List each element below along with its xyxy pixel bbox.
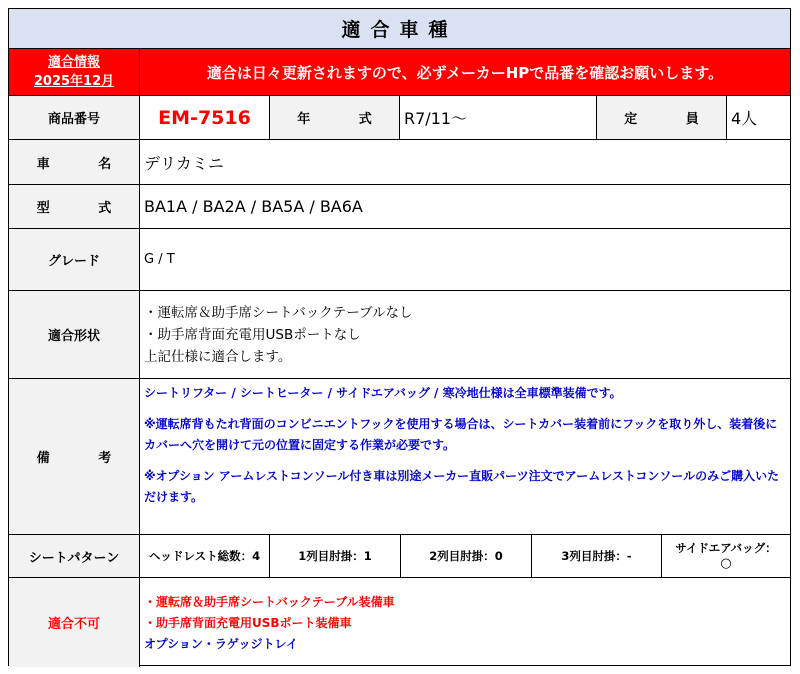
info-notice: 適合は日々更新されますので、必ずメーカーHPで品番を確認お願いします。 bbox=[206, 63, 724, 82]
grade-value: G / T bbox=[140, 229, 790, 290]
not-compatible-row bbox=[9, 578, 790, 667]
spec-row bbox=[9, 291, 790, 379]
year-label-text: 年 式 bbox=[297, 112, 394, 127]
year-value: R7/11～ bbox=[400, 96, 597, 139]
note-paragraph: ※運転席背もたれ背面のコンビニエントフックを使用する場合は、シートカバー装着前にフックを取り外し、装着後にカバーへ穴を開けて元の位置に固定する作業が必要です。 bbox=[144, 417, 778, 452]
grade-label: グレード bbox=[9, 229, 140, 290]
headrest-count: ヘッドレスト総数：4 bbox=[140, 535, 270, 577]
year-label bbox=[270, 96, 400, 139]
spec-label: 適合形状 bbox=[9, 291, 140, 378]
info-date-label bbox=[9, 49, 140, 95]
spec-item: ・運転席＆助手席シートバックテーブルなし bbox=[144, 304, 413, 321]
note-paragraph: シートリフター / シートヒーター / サイドエアバッグ / 寒冷地仕様は全車標準装備です。 bbox=[144, 386, 622, 400]
vehicle-type-row bbox=[9, 185, 790, 229]
vehicle-type: BA1A / BA2A / BA5A / BA6A bbox=[140, 185, 790, 228]
vehicle-type-label-text: 型 式 bbox=[36, 201, 134, 216]
vehicle-name-label bbox=[9, 140, 140, 184]
page-title: 適合車種 bbox=[9, 9, 790, 49]
grade-row bbox=[9, 229, 790, 291]
product-code: EM-7516 bbox=[140, 96, 270, 139]
notes-label-text: 備 考 bbox=[36, 451, 134, 466]
not-compatible-option: オプション・ラゲッジトレイ bbox=[144, 637, 298, 651]
vehicle-name-label-text: 車 名 bbox=[36, 156, 134, 172]
product-row bbox=[9, 96, 790, 140]
notes-content bbox=[140, 379, 790, 534]
side-airbag-value: ○ bbox=[720, 556, 732, 571]
not-compatible-item: ・助手席背面充電用USBポート装備車 bbox=[144, 616, 352, 630]
info-label: 適合情報 bbox=[47, 55, 100, 70]
vehicle-name-row bbox=[9, 140, 790, 185]
spec-list bbox=[140, 291, 790, 378]
row2-armrest: 2列目肘掛：0 bbox=[401, 535, 532, 577]
spec-item: 上記仕様に適合します。 bbox=[144, 348, 292, 365]
capacity-value: 4人 bbox=[727, 96, 790, 139]
not-compatible-label: 適合不可 bbox=[9, 578, 140, 667]
not-compatible-item: ・運転席＆助手席シートバックテーブル装備車 bbox=[144, 595, 395, 609]
vehicle-type-label bbox=[9, 185, 140, 228]
capacity-label bbox=[597, 96, 727, 139]
info-banner bbox=[9, 49, 790, 96]
spec-item: ・助手席背面充電用USBポートなし bbox=[144, 326, 361, 343]
product-code-label: 商品番号 bbox=[9, 96, 140, 139]
info-date: 2025年12月 bbox=[33, 74, 115, 89]
side-airbag-label: サイドエアバッグ： bbox=[675, 541, 777, 555]
row3-armrest: 3列目肘掛：- bbox=[532, 535, 662, 577]
seat-pattern-label: シートパターン bbox=[9, 535, 140, 577]
side-airbag bbox=[662, 535, 790, 577]
vehicle-name: デリカミニ bbox=[140, 140, 790, 184]
note-paragraph: ※オプション アームレストコンソール付き車は別途メーカー直販パーツ注文でアームレストコンソールのみご購入いただけます。 bbox=[144, 469, 780, 504]
notes-label bbox=[9, 379, 140, 534]
not-compatible-list bbox=[140, 578, 790, 667]
compatibility-sheet bbox=[8, 8, 791, 666]
capacity-label-text: 定 員 bbox=[624, 112, 721, 127]
row1-armrest: 1列目肘掛：1 bbox=[270, 535, 401, 577]
seat-pattern-row bbox=[9, 535, 790, 578]
notes-row bbox=[9, 379, 790, 535]
